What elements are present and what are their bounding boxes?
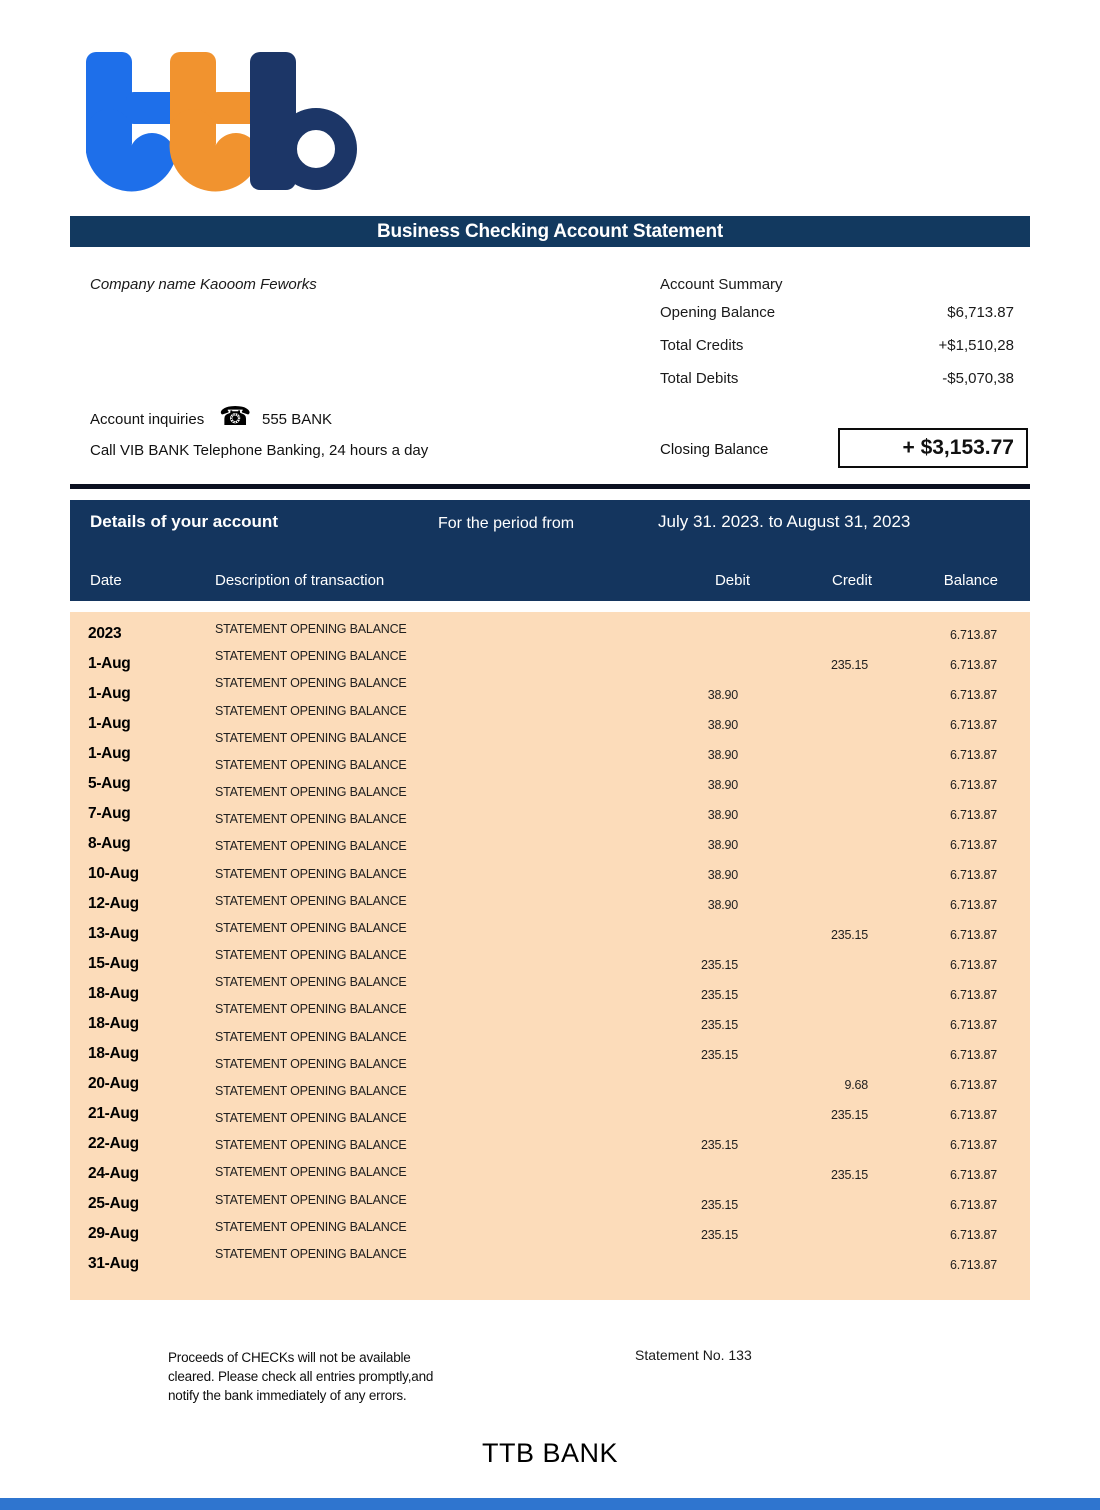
cell-description: STATEMENT OPENING BALANCE bbox=[215, 1056, 407, 1071]
cell-date: 25-Aug bbox=[88, 1195, 139, 1212]
cell-description: STATEMENT OPENING BALANCE bbox=[215, 948, 407, 963]
cell-date: 10-Aug bbox=[88, 865, 139, 882]
cell-date: 31-Aug bbox=[88, 1255, 139, 1272]
telephone-icon: ☎ bbox=[219, 401, 252, 431]
cell-description: STATEMENT OPENING BALANCE bbox=[215, 649, 407, 664]
table-row bbox=[70, 831, 1030, 861]
cell-description: STATEMENT OPENING BALANCE bbox=[215, 622, 407, 636]
logo-letter-t-blue bbox=[86, 52, 178, 168]
cell-credit: 235.15 bbox=[830, 1168, 868, 1182]
cell-description: STATEMENT OPENING BALANCE bbox=[215, 757, 407, 772]
cell-date: 18-Aug bbox=[88, 985, 139, 1002]
table-row bbox=[70, 771, 1030, 801]
cell-credit: 235.15 bbox=[830, 658, 868, 672]
cell-description: STATEMENT OPENING BALANCE bbox=[215, 730, 407, 745]
table-row bbox=[70, 1191, 1030, 1221]
cell-balance: 6.713.87 bbox=[949, 898, 997, 912]
cell-date: 13-Aug bbox=[88, 925, 139, 942]
cell-date: 12-Aug bbox=[88, 895, 139, 912]
summary-row bbox=[660, 337, 1014, 357]
cell-date: 15-Aug bbox=[88, 955, 139, 972]
cell-balance: 6.713.87 bbox=[949, 1048, 997, 1062]
table-row bbox=[70, 621, 1030, 651]
table-row bbox=[70, 801, 1030, 831]
cell-date: 1-Aug bbox=[88, 685, 131, 702]
section-divider-rule bbox=[70, 484, 1030, 489]
cell-credit: 235.15 bbox=[830, 928, 868, 942]
table-row bbox=[70, 921, 1030, 951]
cell-description: STATEMENT OPENING BALANCE bbox=[215, 703, 407, 718]
notice-line: Proceeds of CHECKs will not be available bbox=[168, 1350, 411, 1365]
cell-debit: 38.90 bbox=[707, 718, 738, 732]
cell-description: STATEMENT OPENING BALANCE bbox=[215, 893, 407, 908]
cell-description: STATEMENT OPENING BALANCE bbox=[215, 1246, 407, 1261]
checks-notice bbox=[168, 1348, 433, 1405]
column-header-description: Description of transaction bbox=[215, 572, 385, 589]
table-row bbox=[70, 861, 1030, 891]
cell-balance: 6.713.87 bbox=[949, 988, 997, 1002]
account-inquiries-label: Account inquiries bbox=[90, 411, 205, 428]
table-row bbox=[70, 951, 1030, 981]
cell-description: STATEMENT OPENING BALANCE bbox=[215, 1002, 407, 1017]
table-row bbox=[70, 1161, 1030, 1191]
cell-balance: 6.713.87 bbox=[949, 868, 997, 882]
account-summary-title: Account Summary bbox=[660, 276, 783, 293]
summary-row bbox=[660, 370, 1014, 390]
cell-date: 21-Aug bbox=[88, 1105, 139, 1122]
cell-balance: 6.713.87 bbox=[949, 1138, 997, 1152]
cell-debit: 235.15 bbox=[700, 1228, 738, 1242]
statement-title-banner: Business Checking Account Statement bbox=[70, 216, 1030, 247]
cell-debit: 38.90 bbox=[707, 898, 738, 912]
table-row bbox=[70, 681, 1030, 711]
table-row bbox=[70, 1041, 1030, 1071]
summary-value: $6,713.87 bbox=[947, 304, 1014, 321]
cell-description: STATEMENT OPENING BALANCE bbox=[215, 1165, 407, 1180]
summary-row bbox=[660, 304, 1014, 324]
cell-description: STATEMENT OPENING BALANCE bbox=[215, 1192, 407, 1207]
cell-debit: 38.90 bbox=[707, 838, 738, 852]
cell-description: STATEMENT OPENING BALANCE bbox=[215, 1111, 407, 1126]
summary-label: Total Debits bbox=[660, 370, 739, 387]
cell-credit: 9.68 bbox=[844, 1078, 868, 1092]
cell-description: STATEMENT OPENING BALANCE bbox=[215, 839, 407, 854]
telephone-banking-note: Call VIB BANK Telephone Banking, 24 hours a day bbox=[90, 442, 429, 459]
cell-date: 29-Aug bbox=[88, 1225, 139, 1242]
cell-date: 7-Aug bbox=[88, 805, 131, 822]
table-row bbox=[70, 1221, 1030, 1251]
period-label: For the period from bbox=[438, 515, 575, 532]
cell-balance: 6.713.87 bbox=[949, 1078, 997, 1092]
details-header bbox=[70, 500, 1030, 601]
cell-debit: 38.90 bbox=[707, 778, 738, 792]
notice-line: cleared. Please check all entries promptly,and bbox=[168, 1369, 434, 1384]
bank-name-footer: TTB BANK bbox=[481, 1438, 619, 1468]
table-row bbox=[70, 741, 1030, 771]
cell-date: 1-Aug bbox=[88, 715, 131, 732]
cell-description: STATEMENT OPENING BALANCE bbox=[215, 785, 407, 800]
account-summary-rows bbox=[660, 304, 1014, 403]
cell-balance: 6.713.87 bbox=[949, 718, 997, 732]
logo-letter-b-navy bbox=[250, 52, 346, 190]
cell-date: 1-Aug bbox=[88, 745, 131, 762]
cell-balance: 6.713.87 bbox=[949, 1108, 997, 1122]
cell-description: STATEMENT OPENING BALANCE bbox=[215, 975, 407, 990]
column-header-debit: Debit bbox=[714, 572, 750, 589]
cell-date: 24-Aug bbox=[88, 1165, 139, 1182]
cell-balance: 6.713.87 bbox=[949, 1018, 997, 1032]
cell-debit: 235.15 bbox=[700, 1018, 738, 1032]
cell-debit: 38.90 bbox=[707, 868, 738, 882]
cell-debit: 38.90 bbox=[707, 688, 738, 702]
cell-description: STATEMENT OPENING BALANCE bbox=[215, 812, 407, 827]
cell-debit: 235.15 bbox=[700, 1048, 738, 1062]
cell-description: STATEMENT OPENING BALANCE bbox=[215, 1138, 407, 1153]
column-header-balance: Balance bbox=[943, 572, 998, 589]
cell-balance: 6.713.87 bbox=[949, 1168, 997, 1182]
cell-date: 5-Aug bbox=[88, 775, 131, 792]
table-row bbox=[70, 1131, 1030, 1161]
table-row bbox=[70, 891, 1030, 921]
table-row bbox=[70, 1071, 1030, 1101]
cell-balance: 6.713.87 bbox=[949, 628, 997, 642]
cell-date: 22-Aug bbox=[88, 1135, 139, 1152]
cell-balance: 6.713.87 bbox=[949, 928, 997, 942]
cell-description: STATEMENT OPENING BALANCE bbox=[215, 920, 407, 935]
table-row bbox=[70, 1011, 1030, 1041]
column-header-date: Date bbox=[90, 572, 122, 589]
cell-balance: 6.713.87 bbox=[949, 778, 997, 792]
summary-value: -$5,070,38 bbox=[942, 370, 1014, 387]
closing-balance-value: + $3,153.77 bbox=[838, 428, 1028, 468]
cell-debit: 235.15 bbox=[700, 1138, 738, 1152]
summary-label: Total Credits bbox=[660, 337, 744, 354]
cell-date: 2023 bbox=[88, 625, 122, 642]
cell-balance: 6.713.87 bbox=[949, 958, 997, 972]
cell-date: 18-Aug bbox=[88, 1045, 139, 1062]
bottom-accent-bar bbox=[0, 1498, 1100, 1510]
cell-description: STATEMENT OPENING BALANCE bbox=[215, 676, 407, 691]
company-name: Company name Kaooom Feworks bbox=[90, 276, 317, 293]
cell-date: 1-Aug bbox=[88, 655, 131, 672]
cell-balance: 6.713.87 bbox=[949, 1258, 997, 1272]
table-row bbox=[70, 1251, 1030, 1281]
table-row bbox=[70, 651, 1030, 681]
cell-credit: 235.15 bbox=[830, 1108, 868, 1122]
cell-balance: 6.713.87 bbox=[949, 688, 997, 702]
cell-balance: 6.713.87 bbox=[949, 658, 997, 672]
cell-balance: 6.713.87 bbox=[949, 1198, 997, 1212]
column-header-credit: Credit bbox=[831, 572, 872, 589]
details-title: Details of your account bbox=[90, 512, 278, 531]
statement-number: Statement No. 133 bbox=[635, 1347, 752, 1363]
cell-description: STATEMENT OPENING BALANCE bbox=[215, 1083, 407, 1098]
cell-balance: 6.713.87 bbox=[949, 748, 997, 762]
cell-date: 8-Aug bbox=[88, 835, 131, 852]
ttb-bank-logo bbox=[86, 52, 376, 198]
table-row bbox=[70, 981, 1030, 1011]
cell-description: STATEMENT OPENING BALANCE bbox=[215, 866, 407, 881]
period-value: July 31. 2023. to August 31, 2023 bbox=[658, 512, 911, 531]
summary-value: +$1,510,28 bbox=[938, 337, 1014, 354]
cell-debit: 38.90 bbox=[707, 808, 738, 822]
logo-letter-t-orange bbox=[170, 52, 262, 168]
cell-description: STATEMENT OPENING BALANCE bbox=[215, 1029, 407, 1044]
table-row bbox=[70, 1101, 1030, 1131]
transactions-table-body bbox=[70, 612, 1030, 1300]
cell-debit: 38.90 bbox=[707, 748, 738, 762]
cell-debit: 235.15 bbox=[700, 988, 738, 1002]
cell-balance: 6.713.87 bbox=[949, 1228, 997, 1242]
cell-debit: 235.15 bbox=[700, 958, 738, 972]
table-row bbox=[70, 711, 1030, 741]
cell-date: 20-Aug bbox=[88, 1075, 139, 1092]
inquiries-phone-number: 555 BANK bbox=[262, 411, 333, 428]
cell-balance: 6.713.87 bbox=[949, 838, 997, 852]
notice-line: notify the bank immediately of any errors. bbox=[168, 1388, 407, 1403]
cell-balance: 6.713.87 bbox=[949, 808, 997, 822]
cell-date: 18-Aug bbox=[88, 1015, 139, 1032]
cell-description: STATEMENT OPENING BALANCE bbox=[215, 1219, 407, 1234]
summary-label: Opening Balance bbox=[660, 304, 776, 321]
cell-debit: 235.15 bbox=[700, 1198, 738, 1212]
closing-balance-label: Closing Balance bbox=[660, 441, 769, 458]
